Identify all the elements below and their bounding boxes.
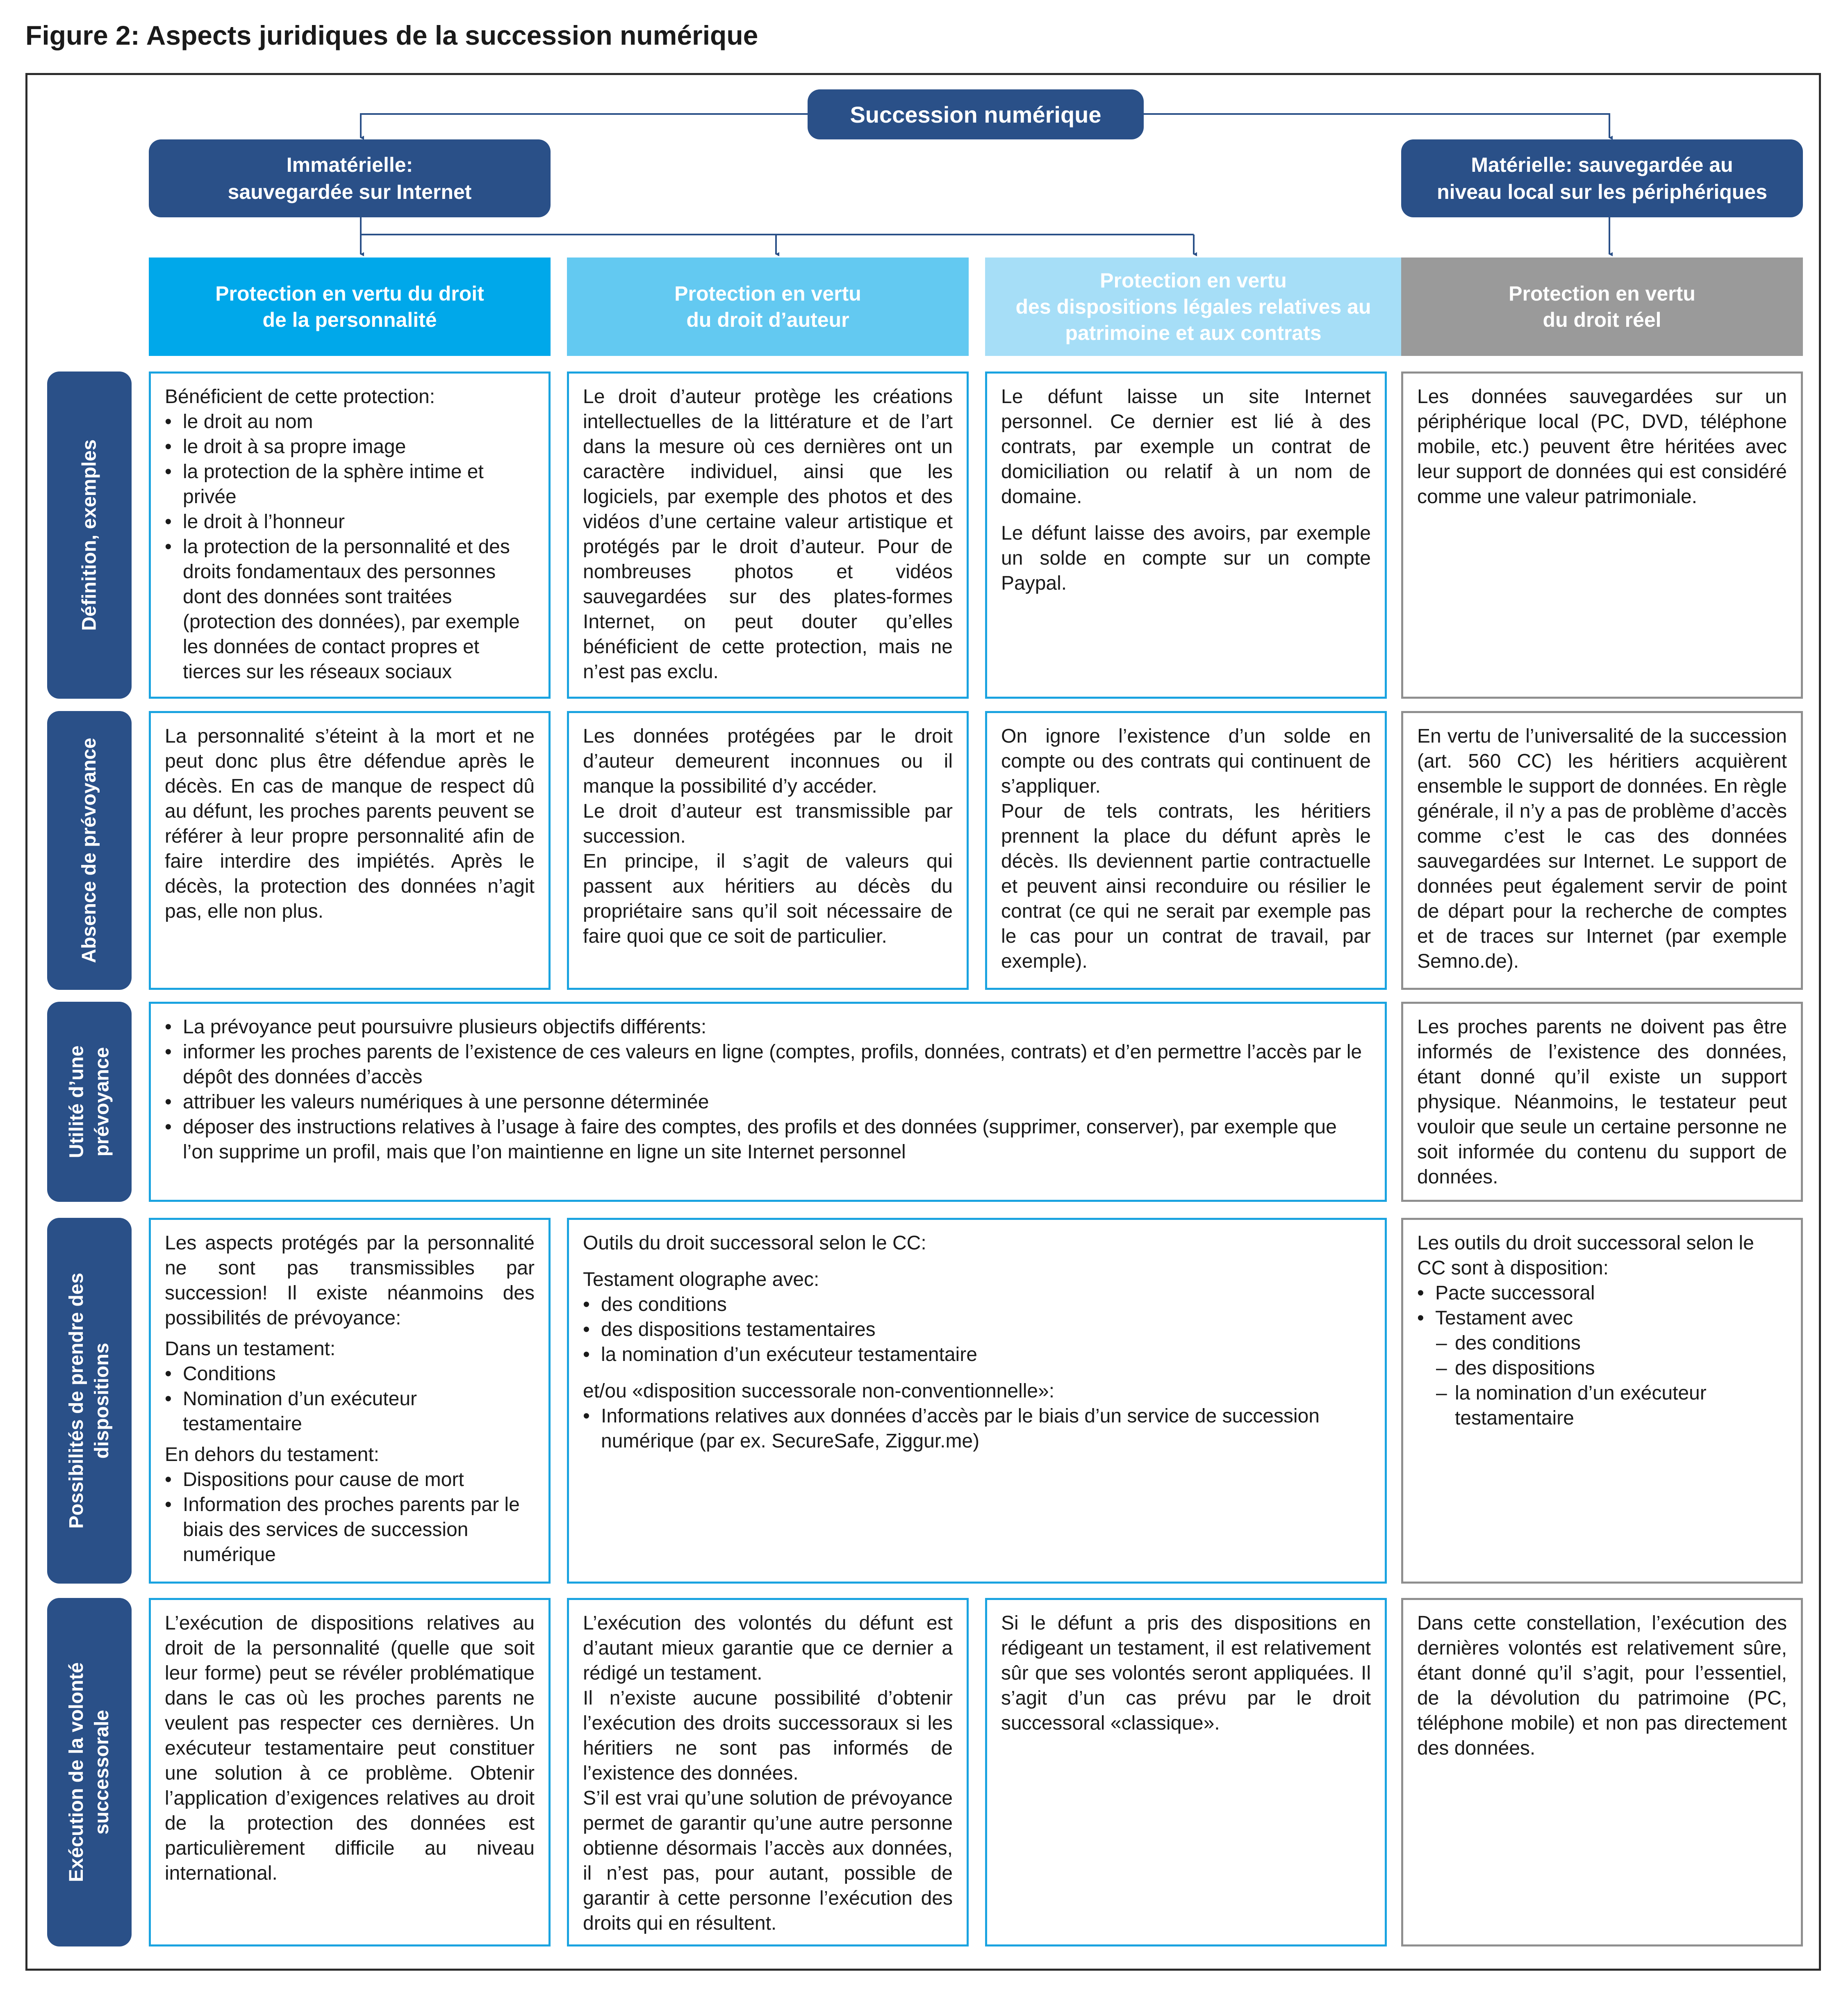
cell-execution-real-rights — [1401, 1598, 1803, 1946]
list-item: • déposer des instructions relatives à l’usage à faire des comptes, des profils et des données (supprimer, conserver), par exemple que l’on supprime un profil, mais que l’on maintienne en ligne un site Internet personnel — [165, 1115, 1371, 1165]
cell-disposition-inheritance-tools — [567, 1218, 1387, 1584]
cell-disposition-real-rights — [1401, 1218, 1803, 1584]
column-header-copyright: Protection en vertu du droit d’auteur — [567, 258, 969, 356]
cell-text: Les proches parents ne doivent pas être informés de l’existence des données, étant donné qu’il existe un support physique. Néanmoins, le testateur peut vouloir que seule un certaine personne ne soit informée du contenu du support de données. — [1417, 1016, 1787, 1188]
list-item: • des dispositions testamentaires — [583, 1317, 1371, 1342]
cell-paragraph: En principe, il s’agit de valeurs qui passent aux héritiers au décès du propriétaire sans qu’il soit nécessaire de faire quoi que ce soit de particulier. — [583, 850, 953, 947]
cell-execution-contracts — [985, 1598, 1387, 1946]
cell-paragraph: Le défunt laisse des avoirs, par exemple un solde en compte sur un compte Paypal. — [1001, 522, 1371, 594]
list-item: • Nomination d’un exécuteur testamentaire — [165, 1386, 535, 1436]
column-header-personality-rights: Protection en vertu du droit de la personnalité — [149, 258, 551, 356]
cell-utility-online-values — [149, 1002, 1387, 1202]
cell-text: L’exécution de dispositions relatives au droit de la personnalité (quelle que soit leur forme) peut se révéler problématique dans le cas où les proches parents ne veulent pas respecter ces dernières. Un exécuteur testamentaire peut constituer une solution à ce problème. Obtenir l’application d’exigences relatives au droit de la protection des données est particulièrement difficile au niveau international. — [165, 1612, 535, 1884]
cell-execution-copyright — [567, 1598, 969, 1946]
column-header-patrimony-contracts: Protection en vertu des dispositions légales relatives au patrimoine et aux contrats — [985, 258, 1402, 356]
row-label-absence-of-provision: Absence de prévoyance — [47, 711, 132, 990]
cell-intro: Les aspects protégés par la personnalité ne sont pas transmissibles par succession! Il existe néanmoins des possibilités de prévoyance: — [165, 1232, 535, 1329]
list-item: • Testament avec — [1417, 1306, 1787, 1331]
cell-paragraph: L’exécution des volontés du défunt est d’autant mieux garantie que ce dernier a rédigé un testament. — [583, 1612, 953, 1684]
list-item: • Information des proches parents par le biais des services de succession numérique — [165, 1492, 535, 1567]
cell-paragraph: Les données protégées par le droit d’auteur demeurent inconnues ou il manque la possibilité d’y accéder. — [583, 725, 953, 797]
cell-absence-real-rights — [1401, 711, 1803, 990]
list-item: • le droit à l’honneur — [165, 509, 535, 534]
arrow-root-to-immaterial — [361, 114, 808, 138]
cell-paragraph: S’il est vrai qu’une solution de prévoyance permet de garantir qu’une autre personne obtienne désormais l’accès aux données, il n’est pas, pour autant, possible de garantir à cette personne l’exécution des droits qui en résultent. — [583, 1787, 953, 1934]
sub-list-item: – des conditions — [1417, 1331, 1787, 1356]
list-item: • Conditions — [165, 1361, 535, 1386]
cell-paragraph: Pour de tels contrats, les héritiers prennent la place du défunt après le décès. Ils deviennent partie contractuelle et peuvent ainsi reconduire ou résilier le contrat (ce qui ne serait par exemple pas le cas pour un contrat de travail, par exemple). — [1001, 800, 1371, 972]
list-item: • Pacte successoral — [1417, 1281, 1787, 1306]
column-header-real-rights: Protection en vertu du droit réel — [1401, 258, 1803, 356]
list-item: • le droit au nom — [165, 409, 535, 434]
cell-paragraph: Le défunt laisse un site Internet personnel. Ce dernier est lié à des contrats, par exemple un contrat de domiciliation ou relatif à un nom de domaine. — [1001, 386, 1371, 508]
cell-subheading: Dans un testament: — [165, 1338, 336, 1360]
list-item: • La prévoyance peut poursuivre plusieurs objectifs différents: — [165, 1014, 1371, 1039]
cell-absence-personality — [149, 711, 551, 990]
cell-absence-contracts — [985, 711, 1387, 990]
row-label-execution-of-will: Exécution de la volonté successorale — [47, 1598, 132, 1946]
cell-paragraph: Il n’existe aucune possibilité d’obtenir l’exécution des droits successoraux si les héritiers ne sont pas informés de l’existence des données. — [583, 1687, 953, 1784]
cell-intro: Bénéficient de cette protection: — [165, 386, 435, 408]
cell-definition-real-rights — [1401, 372, 1803, 699]
root-node-digital-succession: Succession numérique — [808, 89, 1144, 139]
sub-list-item: – des dispositions — [1417, 1356, 1787, 1381]
row-label-definition: Définition, exemples — [47, 372, 132, 699]
list-item: • la protection de la personnalité et des droits fondamentaux des personnes dont des données sont traitées (protection des données), par exemple les données de contact propres et tierces sur les réseaux sociaux — [165, 534, 535, 684]
figure-title: Figure 2: Aspects juridiques de la succession numérique — [25, 20, 758, 50]
cell-intro: Outils du droit successoral selon le CC: — [583, 1232, 926, 1254]
list-item: • des conditions — [583, 1292, 1371, 1317]
cell-paragraph: Le droit d’auteur est transmissible par succession. — [583, 800, 953, 847]
sub-list-item: – la nomination d’un exécuteur testamentaire — [1417, 1381, 1787, 1431]
cell-subheading: Testament olographe avec: — [583, 1269, 819, 1290]
row-label-utility-of-provision: Utilité d’une prévoyance — [47, 1002, 132, 1202]
list-item: • le droit à sa propre image — [165, 434, 535, 459]
list-item: • la nomination d’un exécuteur testamentaire — [583, 1342, 1371, 1367]
arrow-root-to-material — [1144, 114, 1609, 138]
cell-absence-copyright — [567, 711, 969, 990]
cell-subheading: En dehors du testament: — [165, 1444, 379, 1466]
cell-execution-personality — [149, 1598, 551, 1946]
cell-subheading: et/ou «disposition successorale non-conventionnelle»: — [583, 1380, 1055, 1402]
list-item: • informer les proches parents de l’existence de ces valeurs en ligne (comptes, profils, données, contrats) et d’en permettre l’accès par le dépôt des données d’accès — [165, 1039, 1371, 1089]
cell-utility-real-rights — [1401, 1002, 1803, 1202]
cell-text: En vertu de l’universalité de la succession (art. 560 CC) les héritiers acquièrent ensemble le support de données. En règle générale, il n’y a pas de problème d’accès comme c’est le cas des données sauvegardées sur Internet. Le support de données peut également servir de point de départ pour la recherche de comptes et de traces sur Internet (par exemple Semno.de). — [1417, 725, 1787, 972]
list-item: • la protection de la sphère intime et privée — [165, 459, 535, 509]
cell-paragraph: On ignore l’existence d’un solde en compte ou des contrats qui continuent de s’appliquer. — [1001, 725, 1371, 797]
list-item: • attribuer les valeurs numériques à une personne déterminée — [165, 1089, 1371, 1115]
material-node: Matérielle: sauvegardée au niveau local sur les périphériques — [1401, 139, 1803, 217]
cell-text: Les données sauvegardées sur un périphérique local (PC, DVD, téléphone mobile, etc.) peuvent être héritées avec leur support de données qui est considéré comme une valeur patrimoniale. — [1417, 386, 1787, 508]
cell-disposition-personality — [149, 1218, 551, 1584]
cell-text: Le droit d’auteur protège les créations intellectuelles de la littérature et de l’art dans la mesure où ces dernières ont un caractère individuel, ainsi que les logiciels, par exemple des photos et des vidéos d’une certaine valeur artistique et protégés par le droit d’auteur. Pour de nombreuses photos et vidéos sauvegardées sur des plates-formes Internet, on peut douter qu’elles bénéficient de cette protection, mais ne n’est pas exclu. — [583, 386, 953, 683]
cell-intro: Les outils du droit successoral selon le CC sont à disposition: — [1417, 1232, 1754, 1279]
immaterial-node: Immatérielle: sauvegardée sur Internet — [149, 139, 551, 217]
list-item: • Informations relatives aux données d’accès par le biais d’un service de succession numérique (par ex. SecureSafe, Ziggur.me) — [583, 1404, 1371, 1454]
cell-definition-personality — [149, 372, 551, 699]
cell-definition-copyright — [567, 372, 969, 699]
list-item: • Dispositions pour cause de mort — [165, 1467, 535, 1492]
cell-text: Dans cette constellation, l’exécution des dernières volontés est relativement sûre, étant donné qu’il s’agit, pour l’essentiel, de la dévolution du patrimoine (PC, téléphone mobile) et non pas directement des données. — [1417, 1612, 1787, 1759]
cell-text: Si le défunt a pris des dispositions en rédigeant un testament, il est relativement sûr que ses volontés seront appliquées. Il s’agit d’un cas prévu par le droit successoral «classique». — [1001, 1612, 1371, 1734]
row-label-disposition-options: Possibilités de prendre des dispositions — [47, 1218, 132, 1584]
cell-definition-contracts — [985, 372, 1387, 699]
cell-text: La personnalité s’éteint à la mort et ne peut donc plus être défendue après le décès. En cas de manque de respect dû au défunt, les proches parents peuvent se référer à leur propre personnalité afin de faire interdire des impiétés. Après le décès, la protection des données n’agit pas, elle non plus. — [165, 725, 535, 922]
